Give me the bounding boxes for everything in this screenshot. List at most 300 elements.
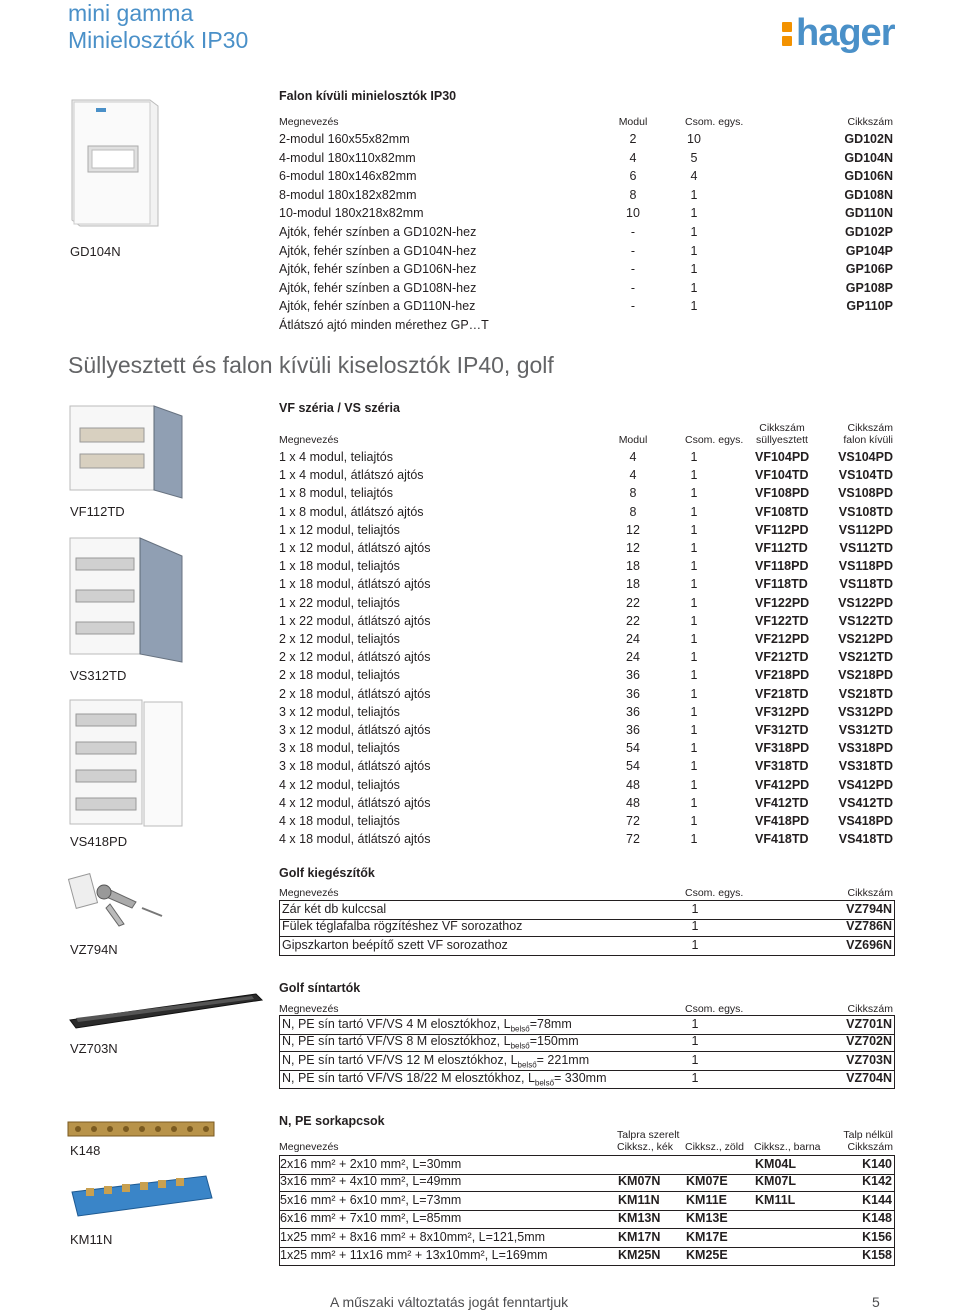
cell-name: 3 x 12 modul, átlátszó ajtós [279, 723, 431, 737]
cell-code-blue: KM17N [618, 1229, 661, 1244]
cell-code-falon: VS218PD [838, 668, 893, 683]
cell-code: GD108N [844, 187, 893, 202]
cell-code-falon: VS122PD [838, 595, 893, 610]
cell-csom: 1 [690, 777, 698, 792]
cell-name: 1 x 8 modul, teliajtós [279, 486, 393, 501]
cell-name: 2 x 12 modul, teliajtós [279, 632, 400, 646]
cell-name-value: = 330mm [554, 1070, 607, 1085]
cell-csom: 1 [690, 243, 698, 258]
cell-name: 1 x 8 modul, átlátszó ajtós [279, 504, 424, 519]
s5-header-c3: Cikksz., barna [754, 1141, 821, 1153]
product-label-vs312td: VS312TD [70, 668, 127, 683]
cell-csom: 1 [690, 613, 698, 628]
cell-code-blue: KM07N [618, 1174, 661, 1189]
table-row [279, 187, 893, 205]
page-number: 5 [872, 1294, 880, 1310]
cell-name: Ajtók, fehér színben a GD106N-hez [279, 262, 477, 277]
cell-csom: 1 [690, 280, 698, 295]
s5-header-c2: Cikksz., zöld [685, 1141, 744, 1153]
cell-csom: 1 [690, 187, 698, 202]
s1-header-name: Megnevezés [279, 116, 339, 128]
cell-modul: 12 [626, 522, 640, 537]
cell-name-value: =150mm [529, 1034, 579, 1049]
cell-name-main: N, PE sín tartó VF/VS 12 M elosztókhoz, L [282, 1052, 518, 1067]
vz794n-product-image [66, 868, 166, 932]
cell-code-base: K148 [862, 1211, 892, 1226]
cell-name: Átlátszó ajtó minden mérethez GP…T [279, 318, 489, 332]
table-row [279, 758, 893, 776]
s5-header-c1-b: Cikksz., kék [617, 1141, 674, 1153]
cell-csom: 1 [690, 741, 698, 756]
table-row [279, 704, 893, 722]
cell-code: VZ702N [846, 1034, 892, 1049]
cell-name [282, 1017, 572, 1034]
table-row [279, 1070, 895, 1089]
cell-modul: - [630, 280, 636, 295]
s3-header-csom: Csom. egys. [685, 887, 744, 899]
cell-modul: 4 [629, 450, 637, 464]
cell-modul: 10 [626, 206, 640, 221]
s2-header-modul: Modul [618, 434, 648, 446]
cell-name: 5x16 mm² + 6x10 mm², L=73mm [280, 1192, 462, 1207]
cell-modul: 72 [626, 814, 640, 828]
table-row [279, 667, 893, 685]
section-heading: Süllyesztett és falon kívüli kiselosztók IP40, golf [68, 352, 554, 378]
cell-code-sullyesztett: VF318PD [755, 741, 810, 756]
cell-modul: 8 [629, 187, 637, 202]
cell-csom: 5 [690, 150, 698, 165]
cell-modul: 22 [626, 595, 640, 610]
header-line-1: mini gamma [68, 0, 194, 26]
cell-code-sullyesztett: VF112TD [755, 541, 808, 555]
cell-code-falon: VS212TD [838, 650, 893, 665]
vz703n-product-image [66, 990, 266, 1030]
footer-note: A műszaki változtatás jogát fenntartjuk [330, 1294, 569, 1310]
cell-name: 1x25 mm² + 11x16 mm² + 13x10mm², L=169mm [280, 1248, 548, 1262]
cell-code-sullyesztett: VF318TD [755, 759, 809, 774]
cell-name: 2x16 mm² + 2x10 mm², L=30mm [280, 1157, 462, 1171]
cell-modul: 6 [629, 169, 637, 184]
s5-header-c4-b: Cikkszám [847, 1141, 893, 1153]
cell-name-subscript: belső [517, 1060, 537, 1070]
cell-name: 1 x 4 modul, átlátszó ajtós [279, 468, 424, 483]
cell-modul: 36 [626, 723, 640, 737]
cell-code-sullyesztett: VF312TD [755, 723, 809, 737]
cell-name: 1 x 22 modul, átlátszó ajtós [279, 613, 431, 628]
cell-name: Fülek téglafalba rögzítéshez VF sorozathoz [282, 919, 523, 934]
section1-title: Falon kívüli minielosztók IP30 [279, 89, 457, 103]
cell-code-sullyesztett: VF312PD [755, 704, 810, 719]
cell-modul: - [630, 262, 636, 277]
table-row [279, 1015, 895, 1035]
cell-name: 6-modul 180x146x82mm [279, 169, 417, 184]
product-label-vz703n: VZ703N [70, 1041, 118, 1056]
cell-code: VZ701N [846, 1017, 892, 1031]
cell-name-value: =78mm [529, 1017, 572, 1031]
cell-code-falon: VS418PD [838, 814, 893, 828]
cell-csom: 1 [690, 559, 698, 574]
cell-code-brown: KM07L [755, 1174, 796, 1189]
cell-csom: 1 [690, 723, 698, 737]
cell-modul: 72 [626, 832, 640, 847]
product-label-vf112td: VF112TD [70, 504, 125, 519]
cell-name-main: N, PE sín tartó VF/VS 4 M elosztókhoz, L [282, 1017, 511, 1031]
cell-modul: 4 [629, 150, 637, 165]
s2-header-csom: Csom. egys. [685, 434, 744, 446]
cell-modul: 4 [629, 468, 637, 483]
cell-name: 4-modul 180x110x82mm [279, 150, 416, 165]
cell-name-main: N, PE sín tartó VF/VS 8 M elosztókhoz, L [282, 1034, 511, 1049]
cell-code: VZ794N [846, 902, 892, 916]
cell-code-sullyesztett: VF118TD [755, 577, 808, 592]
cell-modul: 36 [626, 686, 640, 701]
cell-csom: 1 [690, 541, 698, 555]
table-row [279, 722, 893, 740]
cell-code: GP104P [845, 243, 893, 258]
header-line-2: Minielosztók IP30 [68, 27, 249, 53]
table-row [279, 1192, 895, 1211]
cell-name: 2-modul 160x55x82mm [279, 132, 410, 146]
cell-name: 4 x 18 modul, átlátszó ajtós [279, 832, 431, 847]
table-row [279, 485, 893, 503]
cell-modul: 2 [629, 132, 637, 146]
s4-header-name: Megnevezés [279, 1003, 339, 1015]
cell-code-brown: KM04L [755, 1157, 796, 1171]
table-row [279, 1210, 895, 1229]
s2-header-code1-a: Cikkszám [759, 422, 805, 434]
cell-modul: 18 [626, 577, 640, 592]
cell-csom: 10 [687, 132, 701, 146]
cell-code-falon: VS112TD [839, 541, 893, 555]
cell-csom: 1 [690, 206, 698, 221]
table-row [279, 205, 893, 223]
cell-code-sullyesztett: VF112PD [755, 522, 809, 537]
cell-name: Ajtók, fehér színben a GD104N-hez [279, 243, 477, 258]
cell-name: Zár két db kulccsal [282, 902, 387, 916]
cell-code-sullyesztett: VF108PD [755, 486, 810, 501]
cell-code-falon: VS104TD [838, 468, 893, 483]
cell-name: 3 x 18 modul, átlátszó ajtós [279, 759, 431, 774]
cell-code: GD104N [844, 150, 893, 165]
cell-name: Ajtók, fehér színben a GD102N-hez [279, 225, 477, 239]
cell-code-falon: VS412PD [838, 777, 893, 792]
cell-csom: 1 [690, 262, 698, 277]
cell-code-falon: VS212PD [838, 632, 893, 646]
cell-code-falon: VS312PD [838, 704, 893, 719]
cell-code-green: KM07E [686, 1174, 728, 1189]
cell-name [282, 1071, 607, 1088]
cell-name: 2 x 12 modul, átlátszó ajtós [279, 650, 431, 665]
cell-code: VZ704N [846, 1070, 892, 1085]
s2-header-code2 [833, 422, 893, 446]
table-row [279, 540, 893, 558]
table-row [279, 1173, 895, 1192]
cell-code: GD110N [845, 206, 893, 221]
cell-modul: 54 [626, 741, 640, 756]
vs418pd-product-image [66, 696, 186, 828]
table-row [279, 449, 893, 467]
cell-code-base: K140 [862, 1157, 892, 1171]
k148-product-image [66, 1118, 216, 1140]
vf112td-product-image [66, 402, 186, 502]
s2-header-code2-b: falon kívüli [843, 434, 893, 446]
cell-code: GD102P [845, 225, 893, 239]
cell-name: 2 x 18 modul, átlátszó ajtós [279, 686, 431, 701]
cell-code-falon: VS122TD [838, 613, 893, 628]
cell-code-base: K156 [862, 1229, 892, 1244]
cell-code: GP110P [846, 299, 893, 314]
cell-name: 1 x 18 modul, átlátszó ajtós [279, 577, 431, 592]
table-row [279, 613, 893, 631]
table-row [279, 777, 893, 795]
cell-csom: 1 [690, 450, 698, 464]
table-row [279, 243, 893, 261]
table-row [279, 813, 893, 831]
s5-header-c4 [833, 1129, 893, 1153]
cell-code: GD102N [844, 132, 893, 146]
cell-csom: 1 [690, 577, 698, 592]
cell-code-sullyesztett: VF122TD [755, 613, 809, 628]
cell-csom: 1 [690, 522, 698, 537]
cell-csom: 1 [690, 668, 698, 683]
section4-title: Golf síntartók [279, 981, 361, 995]
s5-header-c4-a: Talp nélkül [843, 1129, 893, 1141]
cell-name: 1x25 mm² + 8x16 mm² + 8x10mm², L=121,5mm [280, 1229, 546, 1244]
cell-csom: 4 [690, 169, 698, 184]
cell-modul: 22 [626, 613, 640, 628]
table-row [279, 504, 893, 522]
s5-header-c1 [617, 1129, 679, 1153]
section5-title: N, PE sorkapcsok [279, 1114, 385, 1128]
cell-modul: 24 [626, 632, 640, 646]
table-row [279, 576, 893, 594]
cell-name-main: N, PE sín tartó VF/VS 18/22 M elosztókhoz, L [282, 1070, 535, 1085]
vs312td-product-image [66, 534, 186, 664]
table-row [279, 595, 893, 613]
cell-code: GD106N [844, 169, 893, 184]
cell-csom: 1 [691, 1034, 699, 1049]
s2-header-code2-a: Cikkszám [847, 422, 893, 434]
s4-header-code: Cikkszám [847, 1003, 893, 1015]
cell-code-sullyesztett: VF108TD [755, 504, 809, 519]
logo-text: hager [796, 12, 895, 54]
cell-csom: 1 [691, 937, 699, 952]
cell-name: 1 x 18 modul, teliajtós [279, 559, 400, 574]
s5-header-c1-a: Talpra szerelt [617, 1129, 680, 1141]
table-row [279, 168, 893, 186]
cell-modul: 48 [626, 777, 640, 792]
cell-code-falon: VS112PD [838, 522, 893, 537]
s2-header-code1-b: süllyesztett [756, 434, 808, 446]
cell-code-sullyesztett: VF104PD [755, 450, 810, 464]
table-row [279, 740, 893, 758]
cell-csom: 1 [690, 504, 698, 519]
cell-modul: 12 [626, 541, 640, 555]
cell-modul: 48 [626, 795, 640, 810]
cell-code: VZ696N [846, 937, 892, 952]
cell-code-sullyesztett: VF122PD [755, 595, 810, 610]
cell-name: Gipszkarton beépítő szett VF sorozathoz [282, 937, 508, 952]
cell-modul: 8 [629, 486, 637, 501]
cell-code-sullyesztett: VF118PD [755, 559, 809, 574]
cell-code-falon: VS418TD [838, 832, 893, 847]
cell-code-sullyesztett: VF418PD [755, 814, 810, 828]
cell-csom: 1 [691, 1052, 699, 1067]
s3-header-code: Cikkszám [847, 887, 893, 899]
cell-csom: 1 [690, 704, 698, 719]
table-row [279, 317, 893, 335]
cell-code: GP106P [845, 262, 893, 277]
cell-code-falon: VS318PD [838, 741, 893, 756]
cell-name [282, 1034, 579, 1051]
cell-name: 1 x 12 modul, átlátszó ajtós [279, 541, 431, 555]
s3-header-name: Megnevezés [279, 887, 339, 899]
table-row [279, 1247, 895, 1266]
hager-logo [782, 12, 895, 54]
gd104n-product-image [66, 96, 160, 230]
table-row [279, 261, 893, 279]
cell-code-sullyesztett: VF104TD [755, 468, 809, 483]
cell-code-sullyesztett: VF412TD [755, 795, 809, 810]
table-row [279, 918, 895, 937]
table-row [279, 558, 893, 576]
product-label-vz794n: VZ794N [70, 942, 118, 957]
logo-dots-icon [782, 22, 794, 50]
cell-code-blue: KM13N [618, 1211, 661, 1226]
cell-code-falon: VS312TD [838, 723, 893, 737]
product-label-vs418pd: VS418PD [70, 834, 128, 849]
cell-name: 1 x 12 modul, teliajtós [279, 522, 400, 537]
cell-name: Ajtók, fehér színben a GD108N-hez [279, 280, 477, 295]
table-row [279, 795, 893, 813]
cell-code: GP108P [845, 280, 893, 295]
product-label-k148: K148 [70, 1143, 101, 1158]
s2-header-code1 [752, 422, 812, 446]
cell-csom: 1 [691, 1070, 699, 1085]
cell-code-falon: VS218TD [838, 686, 893, 701]
cell-csom: 1 [690, 814, 698, 828]
cell-csom: 1 [690, 686, 698, 701]
cell-code-falon: VS118TD [839, 577, 893, 592]
cell-csom: 1 [691, 919, 699, 934]
s4-header-csom: Csom. egys. [685, 1003, 744, 1015]
cell-modul: 24 [626, 650, 640, 665]
product-label-km11n: KM11N [70, 1232, 113, 1247]
cell-name: 1 x 4 modul, teliajtós [279, 450, 393, 464]
table-row [279, 831, 893, 849]
cell-code-blue: KM11N [618, 1192, 660, 1207]
cell-name: 4 x 12 modul, átlátszó ajtós [279, 795, 431, 810]
cell-code-falon: VS118PD [838, 559, 893, 574]
section3-title: Golf kiegészítők [279, 866, 375, 880]
cell-code-green: KM17E [686, 1229, 728, 1244]
cell-name: 10-modul 180x218x82mm [279, 206, 424, 221]
cell-csom: 1 [690, 795, 698, 810]
cell-code-sullyesztett: VF418TD [755, 832, 809, 847]
table-row [279, 280, 893, 298]
cell-name: 3x16 mm² + 4x10 mm², L=49mm [280, 1174, 462, 1189]
table-row [279, 1033, 895, 1052]
s1-header-modul: Modul [618, 116, 648, 128]
cell-modul: - [630, 225, 636, 239]
cell-code: VZ786N [846, 919, 892, 934]
cell-modul: - [630, 299, 636, 314]
table-row [279, 131, 893, 149]
cell-code-falon: VS412TD [838, 795, 893, 810]
cell-code-brown: KM11L [755, 1192, 796, 1207]
cell-code-sullyesztett: VF212PD [755, 632, 810, 646]
table-row [279, 900, 895, 920]
s1-header-code: Cikkszám [847, 116, 893, 128]
page-header-title [68, 0, 248, 54]
table-row [279, 1155, 895, 1175]
table-row [279, 298, 893, 316]
cell-name: Ajtók, fehér színben a GD110N-hez [279, 299, 476, 314]
cell-code-falon: VS104PD [838, 450, 893, 464]
cell-code-sullyesztett: VF412PD [755, 777, 810, 792]
cell-csom: 1 [690, 299, 698, 314]
table-row [279, 224, 893, 242]
s1-header-csom: Csom. egys. [685, 116, 744, 128]
cell-csom: 1 [690, 225, 698, 239]
cell-name-subscript: belső [510, 1041, 530, 1051]
cell-code-sullyesztett: VF218TD [755, 686, 809, 701]
table-row [279, 686, 893, 704]
cell-name-value: = 221mm [536, 1052, 590, 1067]
cell-name: 6x16 mm² + 7x10 mm², L=85mm [280, 1211, 462, 1226]
cell-code: VZ703N [846, 1052, 892, 1067]
cell-modul: 18 [626, 559, 640, 574]
cell-code-falon: VS318TD [838, 759, 893, 774]
cell-csom: 1 [691, 1017, 699, 1031]
cell-modul: 8 [629, 504, 637, 519]
cell-modul: 36 [626, 668, 640, 683]
s2-header-name: Megnevezés [279, 434, 339, 446]
table-row [279, 937, 895, 956]
cell-modul: 36 [626, 704, 640, 719]
table-row [279, 631, 893, 649]
cell-name: 3 x 12 modul, teliajtós [279, 704, 400, 719]
section2-title: VF széria / VS széria [279, 401, 400, 415]
cell-code-base: K158 [862, 1248, 892, 1262]
cell-code-green: KM13E [686, 1211, 728, 1226]
cell-name: 8-modul 180x182x82mm [279, 187, 417, 202]
cell-csom: 1 [690, 486, 698, 501]
cell-csom: 1 [690, 832, 698, 847]
cell-code-base: K144 [862, 1192, 892, 1207]
table-row [279, 467, 893, 485]
cell-name: 1 x 22 modul, teliajtós [279, 595, 400, 610]
cell-modul: 54 [626, 759, 640, 774]
km11n-product-image [66, 1172, 216, 1222]
cell-csom: 1 [690, 595, 698, 610]
s5-header-name: Megnevezés [279, 1141, 339, 1153]
cell-name [282, 1053, 589, 1070]
cell-name-subscript: belső [510, 1024, 530, 1034]
cell-code-falon: VS108PD [838, 486, 893, 501]
cell-modul: - [630, 243, 636, 258]
cell-name-subscript: belső [534, 1078, 555, 1088]
cell-code-sullyesztett: VF212TD [755, 650, 809, 665]
cell-code-base: K142 [862, 1174, 892, 1189]
cell-csom: 1 [690, 650, 698, 665]
cell-code-green: KM11E [686, 1192, 727, 1207]
table-row [279, 649, 893, 667]
cell-csom: 1 [690, 759, 698, 774]
cell-code-sullyesztett: VF218PD [755, 668, 810, 683]
table-row [279, 150, 893, 168]
cell-code-falon: VS108TD [838, 504, 893, 519]
